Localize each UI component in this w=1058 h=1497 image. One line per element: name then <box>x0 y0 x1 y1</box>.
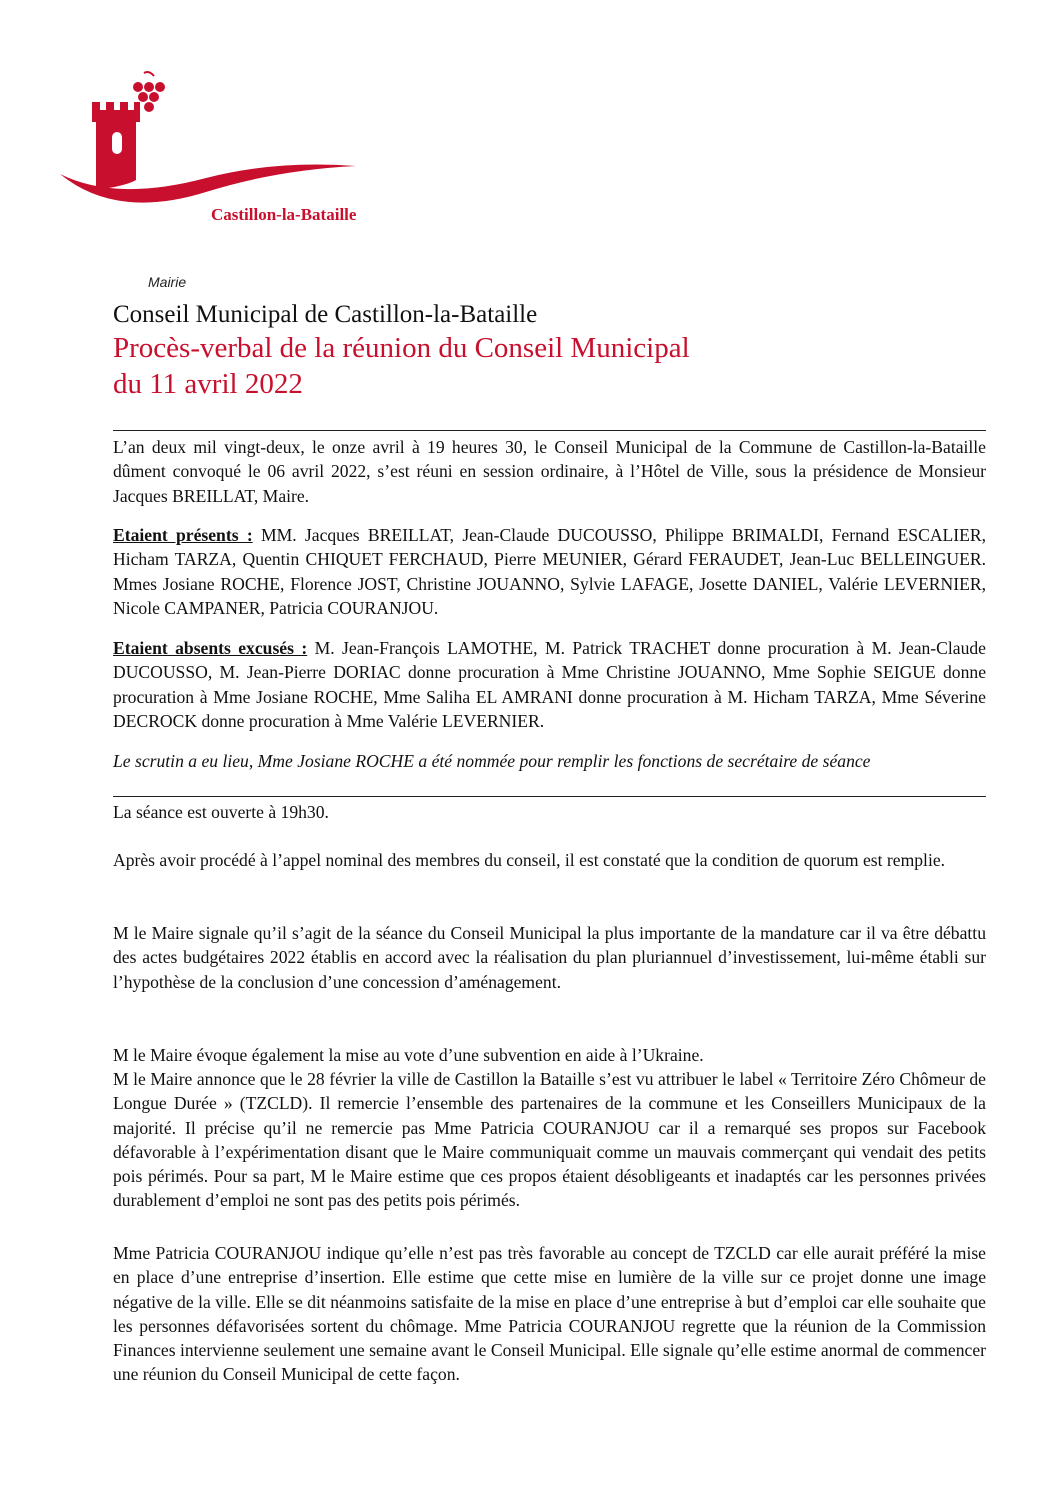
budget-paragraph: M le Maire signale qu’il s’agit de la séance du Conseil Municipal la plus importante de la mandature car il va être débattu des actes budgétaires 2022 établis en accord avec la réalisation du plan pluriannuel d’investissement, lui-même établi sur l’hypothèse de la conclusion d’une concession d’aménagement. <box>113 923 986 992</box>
scrutin-note: Le scrutin a eu lieu, Mme Josiane ROCHE a été nommée pour remplir les fonctions de secrétaire de séance <box>113 751 871 771</box>
presents-text: MM. Jacques BREILLAT, Jean-Claude DUCOUSSO, Philippe BRIMALDI, Fernand ESCALIER, Hicham TARZA, Quentin CHIQUET FERCHAUD, Pierre MEUNIER, Gérard FERAUDET, Jean-Luc BELLEINGUER. Mmes Josiane ROCHE, Florence JOST, Christine JOUANNO, Sylvie LAFAGE, Josette DANIEL, Valérie LEVERNIER, Nicole CAMPANER, Patricia COURANJOU. <box>113 525 987 618</box>
presents-label: Etaient présents : <box>113 525 253 545</box>
meeting-date: du 11 avril 2022 <box>113 368 303 400</box>
absents-text: M. Jean-François LAMOTHE, M. Patrick TRACHET donne procuration à M. Jean-Claude DUCOUSSO, M. Jean-Pierre DORIAC donne procuration à Mme Christine JOUANNO, Mme Sophie SEIGUE donne procuration à Mme Josiane ROCHE, Mme Saliha EL AMRANI donne procuration à M. Hicham TARZA, Mme Séverine DECROCK donne procuration à Mme Valérie LEVERNIER. <box>113 638 986 731</box>
top-divider <box>113 430 986 431</box>
organization-title: Conseil Municipal de Castillon-la-Bataille <box>113 301 538 328</box>
absents-label: Etaient absents excusés : <box>113 638 308 658</box>
document-header <box>113 300 993 402</box>
ukraine-paragraph: M le Maire évoque également la mise au vote d’une subvention en aide à l’Ukraine. <box>113 1045 704 1065</box>
mairie-logo <box>56 70 376 290</box>
page-title: Procès-verbal de la réunion du Conseil Municipal <box>113 332 690 364</box>
logo-name: Castillon-la-Bataille <box>211 205 357 224</box>
quorum-paragraph: Après avoir procédé à l’appel nominal des membres du conseil, il est constaté que la condition de quorum est remplie. <box>113 850 946 870</box>
couranjou-paragraph: Mme Patricia COURANJOU indique qu’elle n’est pas très favorable au concept de TZCLD car elle aurait préféré la mise en place d’une entreprise d’insertion. Elle estime que cette mise en lumière de la ville sur ce projet donne une image négative de la ville. Elle se dit néanmoins satisfaite de la mise en place d’une entreprise à but d’emploi car elle souhaite que les personnes défavorisées sortent du chômage. Mme Patricia COURANJOU regrette que la réunion de la Commission Finances intervienne seulement une semaine avant le Conseil Municipal. Elle signale qu’elle estime anormal de commencer une réunion du Conseil Municipal de cette façon. <box>113 1243 986 1385</box>
logo-subtitle: Mairie <box>148 274 187 290</box>
presents-paragraph <box>113 523 986 620</box>
tzcld-paragraph: M le Maire annonce que le 28 février la ville de Castillon la Bataille s’est vu attribuer le label « Territoire Zéro Chômeur de Longue Durée » (TZCLD). Il remercie l’ensemble des partenaires de la commune et les Conseillers Municipaux de la majorité. Il précise qu’il ne remercie pas Mme Patricia COURANJOU car il a remarqué ses propos sur Facebook défavorable à l’expérimentation disant que le Maire communiquait comme un mauvais commerçant qui vendait des petits pois périmés. Pour sa part, M le Maire estime que ces propos étaient désobligeants et inadaptés car les personnes privées durablement d’emploi ne sont pas des petits pois périmés. <box>113 1069 986 1211</box>
opening-paragraph: La séance est ouverte à 19h30. <box>113 802 329 822</box>
intro-paragraph: L’an deux mil vingt-deux, le onze avril à 19 heures 30, le Conseil Municipal de la Commune de Castillon-la-Bataille dûment convoqué le 06 avril 2022, s’est réuni en session ordinaire, à l’Hôtel de Ville, sous la présidence de Monsieur Jacques BREILLAT, Maire. <box>113 437 986 506</box>
bottom-divider <box>113 796 986 797</box>
absents-paragraph <box>113 636 986 733</box>
